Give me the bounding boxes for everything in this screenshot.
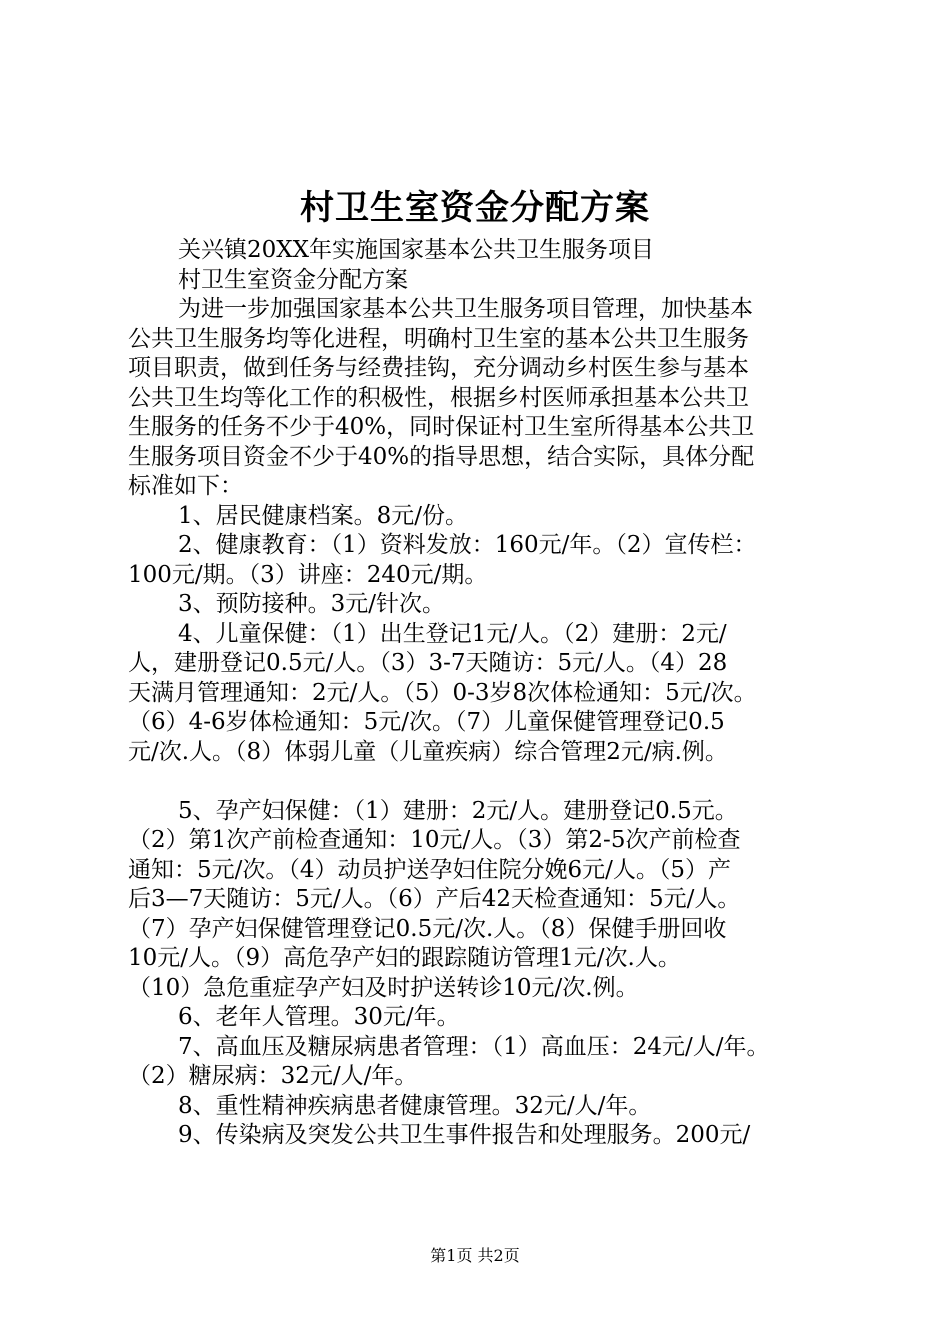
- blank-line: [128, 767, 840, 797]
- paragraph-line: 生服务的任务不少于40%，同时保证村卫生室所得基本公共卫: [128, 414, 755, 440]
- list-item-4-cont: 元/次.人。（8）体弱儿童（儿童疾病）综合管理2元/病.例。: [128, 738, 728, 765]
- list-item-5-cont: （2）第1次产前检查通知：10元/人。（3）第2-5次产前检查: [128, 827, 741, 853]
- document-body: [128, 236, 840, 1151]
- list-item-5-cont: 后3—7天随访：5元/人。（6）产后42天检查通知：5元/人。: [128, 886, 741, 912]
- paragraph-line: 公共卫生服务均等化进程，明确村卫生室的基本公共卫生服务: [128, 325, 749, 352]
- subtitle-line-1: 关兴镇20XX年实施国家基本公共卫生服务项目: [178, 237, 655, 263]
- list-item-5-cont: （10）急危重症孕产妇及时护送转诊10元/次.例。: [128, 974, 639, 1001]
- page-footer: 第1页 共2页: [430, 1246, 520, 1265]
- list-item-9: 9、传染病及突发公共卫生事件报告和处理服务。200元/: [178, 1122, 751, 1148]
- list-item-4-cont: 天满月管理通知：2元/人。（5）0-3岁8次体检通知：5元/次。: [128, 679, 757, 706]
- list-item-6: 6、老年人管理。30元/年。: [178, 1004, 460, 1030]
- list-item-5-cont: 通知：5元/次。（4）动员护送孕妇住院分娩6元/人。（5）产: [128, 856, 732, 883]
- paragraph-line: 标准如下：: [128, 473, 243, 499]
- list-item-1: 1、居民健康档案。8元/份。: [178, 502, 469, 529]
- document-title: 村卫生室资金分配方案: [300, 188, 650, 228]
- paragraph-line: 项目职责，做到任务与经费挂钩，充分调动乡村医生参与基本: [128, 355, 749, 381]
- list-item-4-cont: （6）4-6岁体检通知：5元/次。（7）儿童保健管理登记0.5: [128, 709, 725, 735]
- paragraph-line: 为进一步加强国家基本公共卫生服务项目管理，加快基本: [178, 296, 753, 322]
- list-item-7-cont: （2）糖尿病：32元/人/年。: [128, 1063, 418, 1089]
- list-item-2-cont: 100元/期。（3）讲座：240元/期。: [128, 561, 488, 588]
- list-item-2: 2、健康教育：（1）资料发放：160元/年。（2）宣传栏：: [178, 532, 757, 558]
- list-item-4: 4、儿童保健：（1）出生登记1元/人。（2）建册：2元/: [178, 620, 727, 647]
- list-item-3: 3、预防接种。3元/针次。: [178, 591, 446, 617]
- list-item-5: 5、孕产妇保健：（1）建册：2元/人。建册登记0.5元。: [178, 797, 738, 824]
- list-item-5-cont: （7）孕产妇保健管理登记0.5元/次.人。（8）保健手册回收: [128, 915, 727, 942]
- paragraph-line: 生服务项目资金不少于40%的指导思想，结合实际，具体分配: [128, 443, 755, 470]
- paragraph-line: 公共卫生均等化工作的积极性，根据乡村医师承担基本公共卫: [128, 384, 749, 411]
- list-item-8: 8、重性精神疾病患者健康管理。32元/人/年。: [178, 1092, 652, 1119]
- subtitle-line-2: 村卫生室资金分配方案: [178, 266, 408, 293]
- list-item-7: 7、高血压及糖尿病患者管理：（1）高血压：24元/人/年。: [178, 1033, 770, 1060]
- list-item-4-cont: 人，建册登记0.5元/人。（3）3-7天随访：5元/人。（4）28: [128, 650, 728, 676]
- list-item-5-cont: 10元/人。（9）高危孕产妇的跟踪随访管理1元/次.人。: [128, 945, 681, 971]
